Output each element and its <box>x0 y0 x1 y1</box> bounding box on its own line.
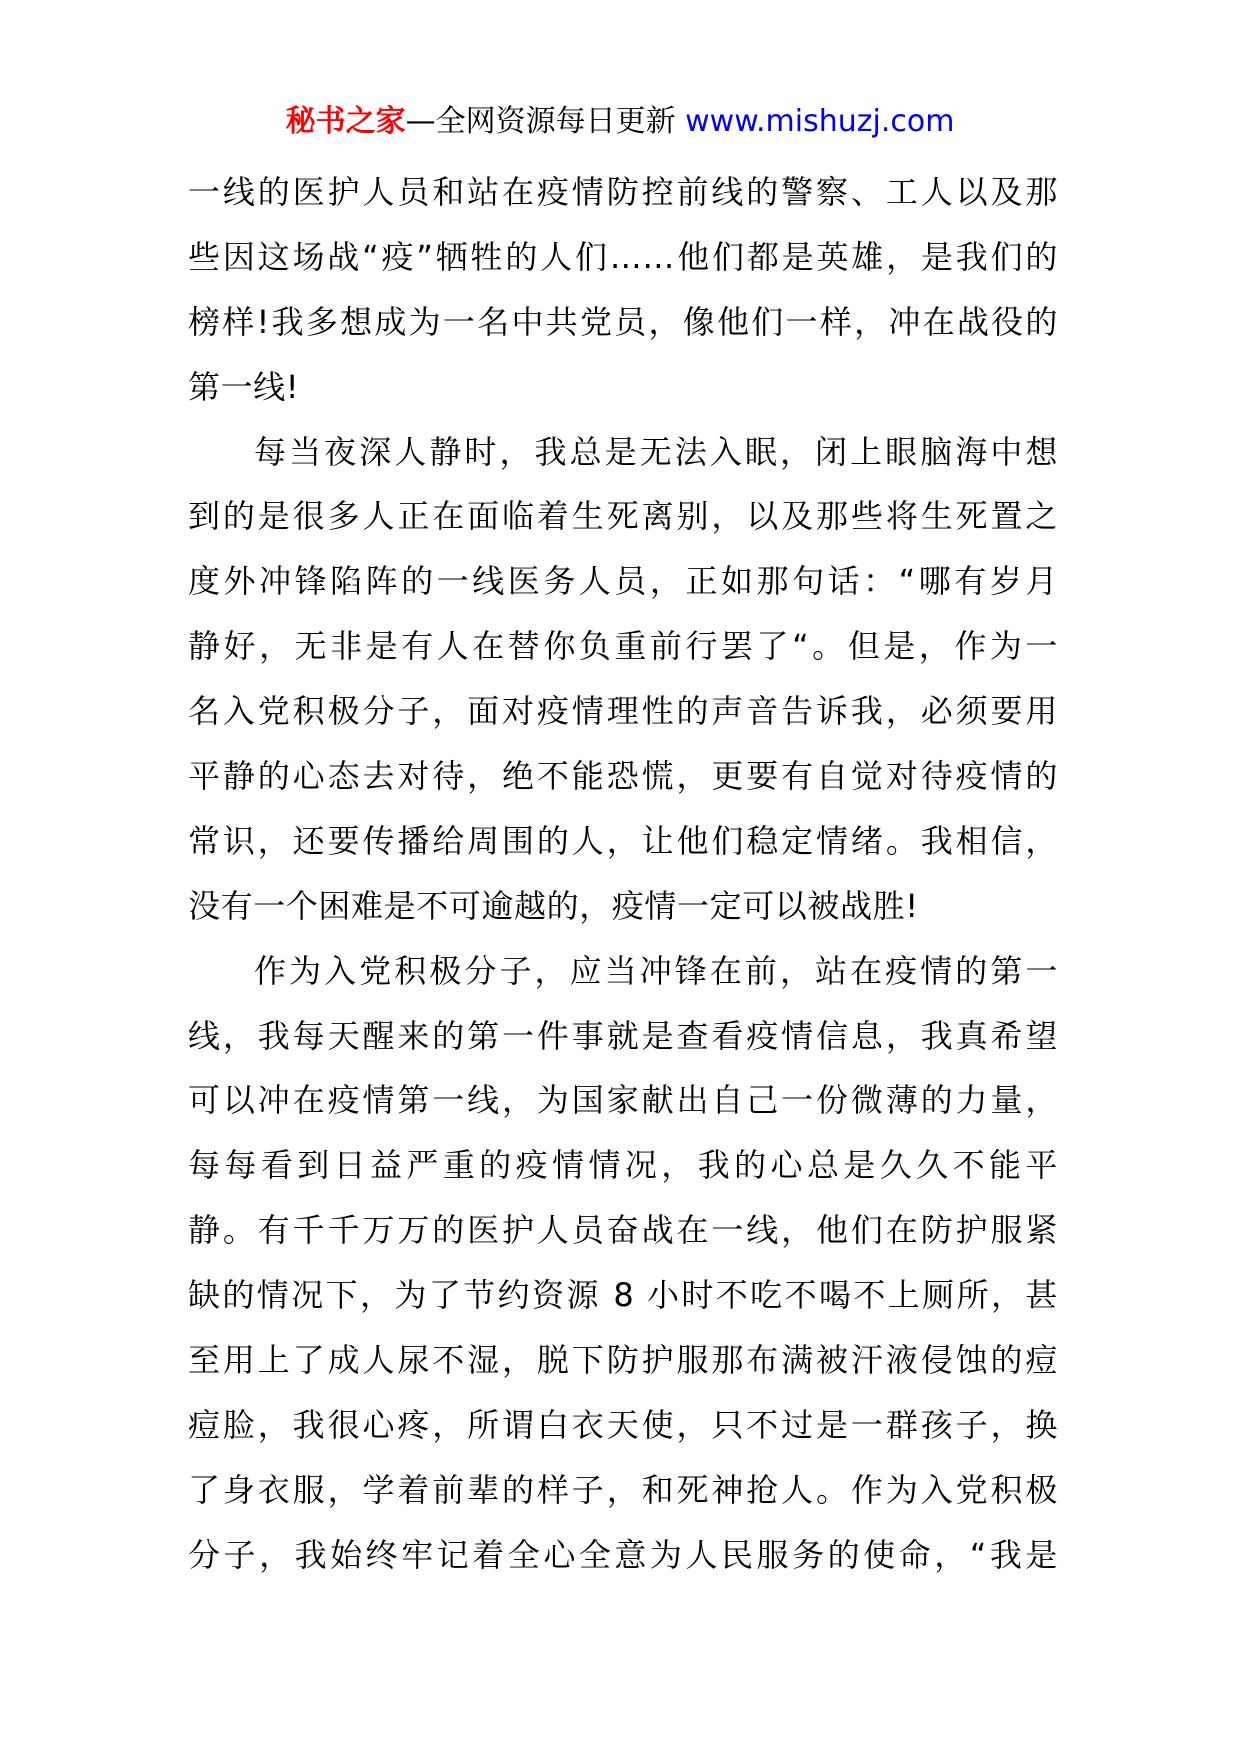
text-line: 痘脸，我很心疼，所谓白衣天使，只不过是一群孩子，换 <box>188 1405 1058 1444</box>
text-line: 静。有千千万万的医护人员奋战在一线，他们在防护服紧 <box>188 1211 1058 1250</box>
text-line: 些因这场战“疫”牺牲的人们……他们都是英雄，是我们的 <box>188 237 1058 276</box>
paragraph-first-line: 作为入党积极分子，应当冲锋在前，站在疫情的第一 <box>254 951 1058 990</box>
body-text <box>188 160 1058 1588</box>
header-url[interactable]: www.mishuzj.com <box>685 104 955 139</box>
text-line: 常识，还要传播给周围的人，让他们稳定情绪。我相信， <box>188 821 1058 860</box>
text-line: 一线的医护人员和站在疫情防控前线的警察、工人以及那 <box>188 173 1058 211</box>
text-line: 到的是很多人正在面临着生死离别，以及那些将生死置之 <box>188 497 1058 536</box>
text-line: 第一线! <box>188 367 300 406</box>
text-line: 缺的情况下，为了节约资源 8 小时不吃不喝不上厕所，甚 <box>188 1276 1058 1315</box>
page-header <box>0 102 1240 142</box>
header-tagline: —全网资源每日更新 <box>405 104 686 139</box>
text-line: 静好，无非是有人在替你负重前行罢了“。但是，作为一 <box>188 627 1058 666</box>
text-line: 了身衣服，学着前辈的样子，和死神抢人。作为入党积极 <box>188 1470 1058 1509</box>
text-line: 分子，我始终牢记着全心全意为人民服务的使命，“我是 <box>188 1535 1058 1574</box>
text-line: 平静的心态去对待，绝不能恐慌，更要有自觉对待疫情的 <box>188 757 1058 796</box>
paragraph-first-line: 每当夜深人静时，我总是无法入眠，闭上眼脑海中想 <box>254 432 1058 471</box>
text-line: 至用上了成人尿不湿，脱下防护服那布满被汗液侵蚀的痘 <box>188 1341 1058 1380</box>
text-line: 线，我每天醒来的第一件事就是查看疫情信息，我真希望 <box>188 1016 1058 1055</box>
header-brand: 秘书之家 <box>285 104 406 139</box>
text-line: 可以冲在疫情第一线，为国家献出自己一份微薄的力量， <box>188 1081 1058 1120</box>
text-line: 度外冲锋陷阵的一线医务人员，正如那句话：“哪有岁月 <box>188 562 1058 601</box>
text-line: 榜样!我多想成为一名中共党员，像他们一样，冲在战役的 <box>188 302 1058 341</box>
text-line: 名入党积极分子，面对疫情理性的声音告诉我，必须要用 <box>188 692 1058 731</box>
text-line: 每每看到日益严重的疫情情况，我的心总是久久不能平 <box>188 1146 1058 1185</box>
text-line: 没有一个困难是不可逾越的，疫情一定可以被战胜! <box>188 886 919 925</box>
